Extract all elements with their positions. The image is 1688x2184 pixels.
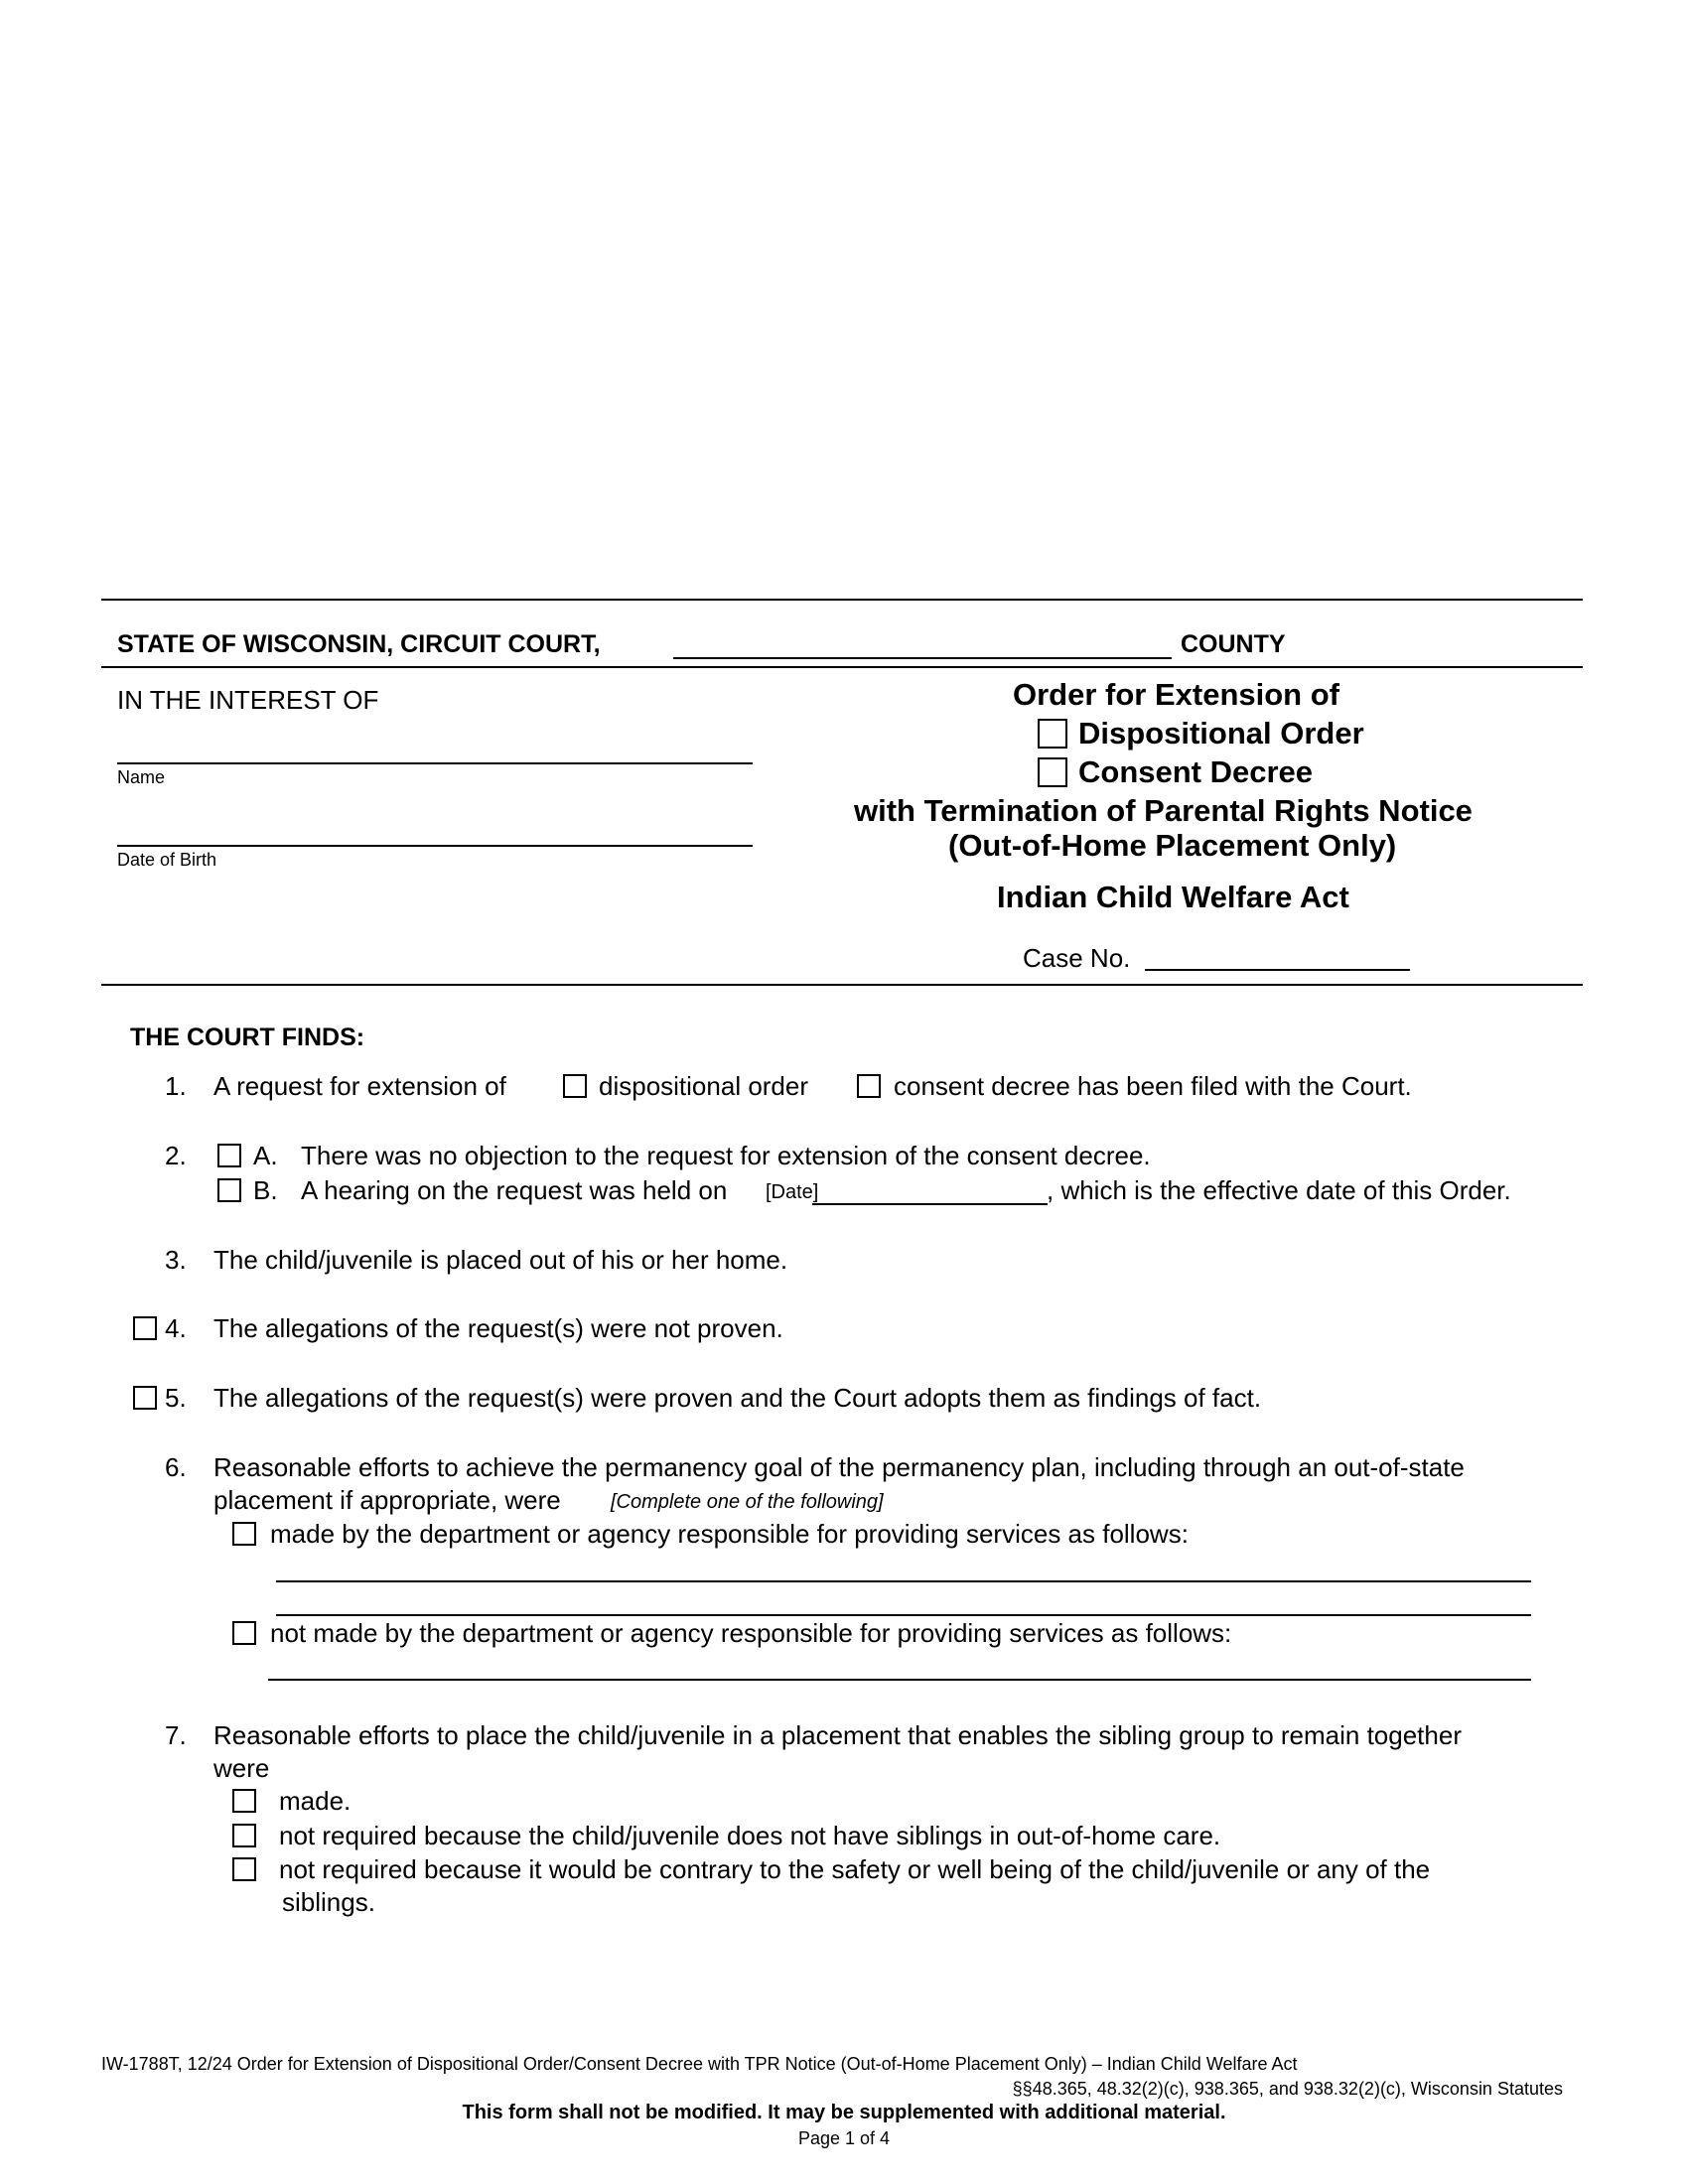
item1-text: A request for extension of (213, 1071, 506, 1101)
item6-hint: [Complete one of the following] (611, 1491, 884, 1513)
dob-label: Date of Birth (117, 850, 217, 870)
item7-opt3-line1: not required because it would be contrary to the safety or well being of the child/juvenile or any of the (279, 1854, 1431, 1884)
item7-opt1: made. (279, 1786, 352, 1816)
item5-number: 5. (165, 1383, 187, 1413)
item2b-letter: B. (253, 1175, 278, 1205)
case-no-input-line[interactable] (1145, 969, 1410, 971)
item7-no-siblings-checkbox[interactable] (232, 1824, 256, 1847)
item2b-tail: , which is the effective date of this Order. (1047, 1175, 1511, 1205)
title-line6: Indian Child Welfare Act (997, 880, 1349, 914)
case-no-label: Case No. (1023, 943, 1131, 973)
title-line1: Order for Extension of (1013, 677, 1339, 712)
title-option-dispositional: Dispositional Order (1078, 716, 1364, 751)
top-rule (101, 599, 1583, 601)
item6-number: 6. (165, 1452, 187, 1482)
item6-not-made-line[interactable] (268, 1679, 1531, 1681)
item7-made-checkbox[interactable] (232, 1789, 256, 1813)
county-label: COUNTY (1181, 630, 1286, 658)
title-option-consent: Consent Decree (1078, 754, 1314, 789)
item1-opt1: dispositional order (599, 1071, 809, 1101)
county-input-line[interactable] (673, 657, 1172, 659)
item2a-checkbox[interactable] (217, 1144, 241, 1167)
item7-line1: Reasonable efforts to place the child/juvenile in a placement that enables the sibling group to remain together (213, 1720, 1462, 1750)
footer-statutes: §§48.365, 48.32(2)(c), 938.365, and 938.32(2)(c), Wisconsin Statutes (1012, 2079, 1563, 2099)
item2b-text: A hearing on the request was held on (301, 1175, 728, 1205)
item4-text: The allegations of the request(s) were not proven. (213, 1313, 783, 1343)
dob-input-line[interactable] (117, 845, 753, 847)
title-line4: with Termination of Parental Rights Notice (854, 793, 1473, 828)
item2b-checkbox[interactable] (217, 1178, 241, 1202)
item2a-letter: A. (253, 1141, 278, 1170)
item7-line2: were (213, 1753, 270, 1783)
item7-number: 7. (165, 1720, 187, 1750)
item2-number: 2. (165, 1141, 187, 1170)
item2a-text: There was no objection to the request for extension of the consent decree. (301, 1141, 1151, 1170)
item5-checkbox[interactable] (133, 1386, 157, 1410)
item4-checkbox[interactable] (133, 1316, 157, 1340)
item6-not-made-checkbox[interactable] (232, 1621, 256, 1645)
item1-dispositional-checkbox[interactable] (563, 1074, 587, 1098)
item5-text: The allegations of the request(s) were proven and the Court adopts them as findings of fact. (213, 1383, 1262, 1413)
item3-number: 3. (165, 1245, 187, 1275)
court-prefix: STATE OF WISCONSIN, CIRCUIT COURT, (117, 630, 601, 658)
item4-number: 4. (165, 1313, 187, 1343)
item6-line2: placement if appropriate, were (213, 1485, 561, 1515)
item7-opt2: not required because the child/juvenile does not have siblings in out-of-home care. (279, 1821, 1221, 1850)
name-input-line[interactable] (117, 762, 753, 764)
in-the-interest-of: IN THE INTEREST OF (117, 685, 379, 715)
footer-notice: This form shall not be modified. It may be supplemented with additional material. (462, 2102, 1226, 2123)
caption-bottom-rule (101, 984, 1583, 986)
item2b-date-input-line[interactable] (812, 1203, 1048, 1205)
dispositional-order-checkbox[interactable] (1038, 719, 1067, 749)
consent-decree-checkbox[interactable] (1038, 757, 1067, 787)
item6-made-line2[interactable] (276, 1614, 1531, 1616)
title-line5: (Out-of-Home Placement Only) (948, 828, 1397, 863)
item6-made-line1[interactable] (276, 1580, 1531, 1582)
item2b-date-hint: [Date] (766, 1181, 819, 1203)
findings-heading: THE COURT FINDS: (130, 1024, 365, 1051)
item7-contrary-safety-checkbox[interactable] (232, 1857, 256, 1881)
footer-page-number: Page 1 of 4 (797, 2128, 891, 2148)
item1-consent-checkbox[interactable] (857, 1074, 881, 1098)
item7-opt3-line2: siblings. (282, 1887, 375, 1917)
item6-opt-made: made by the department or agency responsible for providing services as follows: (270, 1519, 1189, 1549)
item3-text: The child/juvenile is placed out of his or her home. (213, 1245, 788, 1275)
item1-number: 1. (165, 1071, 187, 1101)
item6-line1: Reasonable efforts to achieve the permanency goal of the permanency plan, including through an out-of-state (213, 1452, 1465, 1482)
footer-form-id: IW-1788T, 12/24 Order for Extension of Dispositional Order/Consent Decree with TPR Notice (Out-of-Home Placement Only) – Indian Child Welfare Act (101, 2054, 1298, 2074)
name-label: Name (117, 767, 166, 787)
item6-opt-not-made: not made by the department or agency responsible for providing services as follows: (270, 1618, 1232, 1648)
caption-divider (101, 666, 1583, 668)
item1-opt2: consent decree has been filed with the Court. (894, 1071, 1412, 1101)
item6-made-checkbox[interactable] (232, 1522, 256, 1546)
